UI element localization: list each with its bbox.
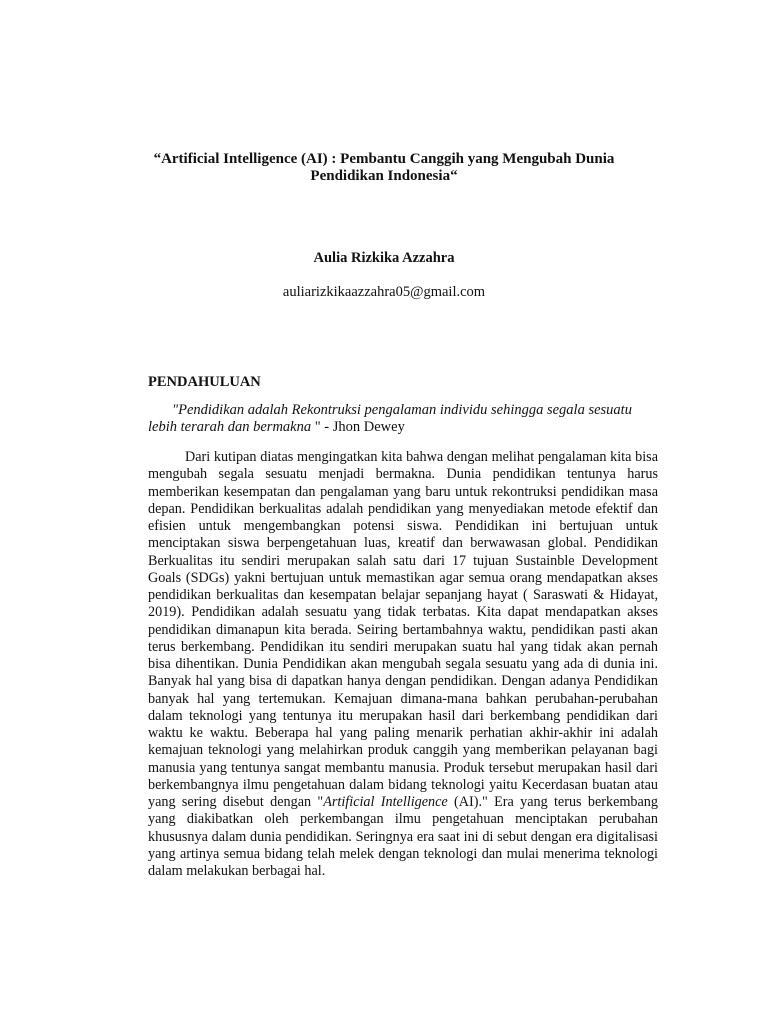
- section-heading: PENDAHULUAN: [148, 374, 261, 390]
- author-name: Aulia Rizkika Azzahra: [313, 250, 455, 266]
- paragraph-text-part2: (AI)." Era yang terus berkembang yang diakibatkan oleh perkembangan ilmu pengetahuan menciptakan perubahan khususnya dalam dunia pendidikan. Seringnya era saat ini di sebut dengan era digitalisasi yang artinya semua bidang telah melek dengan teknologi dan mulai menerima teknologi dalam melakukan berbagai hal.: [148, 794, 658, 879]
- author-email: auliarizkikaazzahra05@gmail.com: [282, 284, 486, 300]
- quote-attribution: " - Jhon Dewey: [311, 419, 405, 435]
- epigraph-quote: [148, 402, 632, 436]
- document-title: “Artificial Intelligence (AI) : Pembantu Canggih yang Mengubah Dunia Pendidikan Indonesia“: [153, 151, 615, 184]
- paragraph-text-part1: Dari kutipan diatas mengingatkan kita bahwa dengan melihat pengalaman kita bisa mengubah segala sesuatu menjadi bermakna. Dunia pendidikan tentunya harus memberikan kesempatan dan pengalaman yang baru untuk rekontruksi pendidikan masa depan. Pendidikan berkualitas adalah pendidikan yang menyediakan metode efektif dan efisien untuk mengembangkan potensi siswa. Pendidikan ini bertujuan untuk menciptakan siswa berpengetahuan luas, kreatif dan berwawasan global. Pendidikan Berkualitas itu sendiri merupakan salah satu dari 17 tujuan Sustainble Development Goals (SDGs) yakni bertujuan untuk memastikan agar semua orang mendapatkan akses pendidikan berkualitas dan kesempatan belajar sepanjang hayat ( Saraswati & Hidayat, 2019). Pendidikan adalah sesuatu yang tidak terbatas. Kita dapat mendapatkan akses pendidikan dimanapun kita berada. Seiring bertambahnya waktu, pendidikan pasti akan terus berkembang. Pendidikan itu sendiri merupakan suatu hal yang tidak akan pernah bisa dihentikan. Dunia Pendidikan akan mengubah segala sesuatu yang ada di dunia ini. Banyak hal yang bisa di dapatkan hanya dengan pendidikan. Dengan adanya Pendidikan banyak hal yang tertemukan. Kemajuan dimana-mana bahkan perubahan-perubahan dalam teknologi yang tentunya itu merupakan hasil dari berkembang pendidikan dari waktu ke waktu. Beberapa hal yang paling menarik perhatian akhir-akhir ini adalah kemajuan teknologi yang melahirkan produk canggih yang memberikan pelayanan bagi manusia yang tentunya sangat membantu manusia. Produk tersebut merupakan hasil dari berkembangnya ilmu pengetahuan dalam bidang teknologi yaitu Kecerdasan buatan atau yang sering disebut dengan ": [148, 449, 658, 810]
- quote-text: "Pendidikan adalah Rekontruksi pengalaman individu sehingga segala sesuatu lebih terarah dan bermakna: [148, 402, 632, 435]
- body-paragraph: [148, 449, 658, 880]
- paragraph-emphasis: Artificial Intelligence: [323, 794, 448, 810]
